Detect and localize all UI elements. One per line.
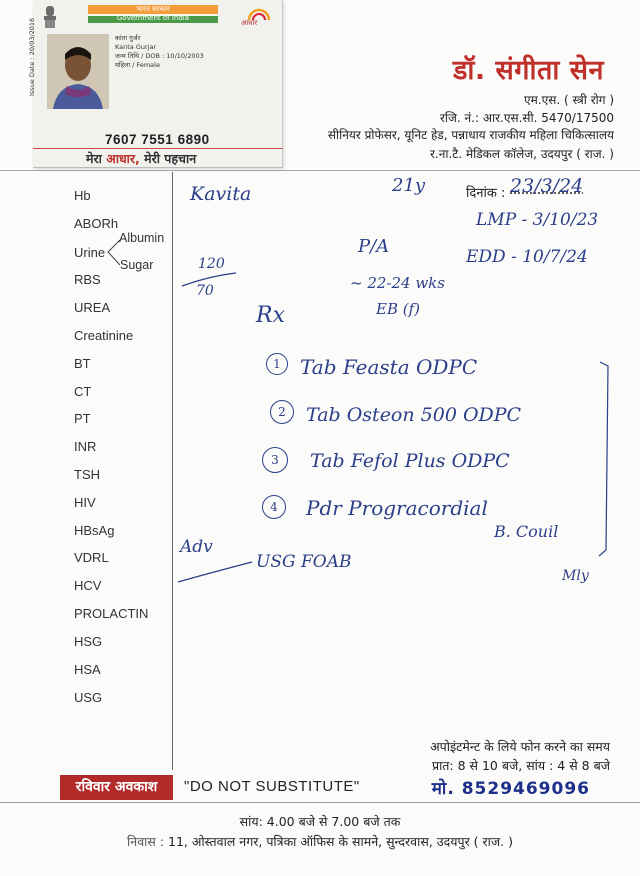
hw-eb: EB (f) — [376, 300, 420, 318]
hw-med1-number: 1 — [266, 353, 288, 375]
test-hiv: HIV — [74, 495, 96, 510]
hw-bracket — [596, 360, 616, 560]
test-ct: CT — [74, 384, 92, 399]
doctor-post: सीनियर प्रोफेसर, यूनिट हेड, पन्नाधाय राजकीय महिला चिकित्सालय — [327, 128, 614, 142]
test-aborh: ABORh — [74, 216, 119, 231]
hw-scan: ~ 22-24 wks — [350, 274, 445, 292]
hw-med3: Tab Fefol Plus ODPC — [310, 450, 510, 472]
residence-address — [0, 833, 640, 850]
header-divider — [0, 170, 640, 171]
tagline-part-1: मेरा — [86, 151, 102, 166]
govt-name-english: Government of India — [116, 14, 190, 22]
emblem-icon — [41, 4, 59, 30]
hw-med1: Tab Feasta ODPC — [300, 355, 478, 379]
hw-age: 21y — [392, 175, 426, 196]
do-not-substitute: "DO NOT SUBSTITUTE" — [184, 778, 360, 795]
holder-name-hindi: कांता गुर्जर — [115, 34, 141, 42]
hw-med2: Tab Osteon 500 ODPC — [306, 404, 522, 426]
issue-date: Issue Date : 20/03/2016 — [28, 17, 36, 96]
govt-banner — [88, 5, 218, 23]
tagline-part-2: मेरी पहचान — [144, 151, 197, 166]
aadhaar-logo-text: आधार — [241, 19, 258, 27]
doctor-name: डॉ. संगीता सेन — [452, 55, 604, 86]
test-sugar: Sugar — [120, 258, 154, 272]
test-creatinine: Creatinine — [74, 328, 134, 343]
test-usg: USG — [74, 690, 103, 705]
test-prolactin: PROLACTIN — [74, 606, 149, 621]
hw-med4-note: B. Couil — [494, 522, 559, 541]
hw-adv-underline — [176, 556, 256, 586]
govt-name-hindi: भारत सरकार — [136, 5, 170, 13]
address-label: निवास : — [127, 834, 165, 849]
sunday-closed-badge: रविवार अवकाश — [60, 775, 173, 800]
hw-patient-name: Kavita — [190, 183, 252, 205]
test-bt: BT — [74, 356, 91, 371]
column-divider — [172, 172, 173, 770]
hw-date: 23/3/24 — [510, 175, 584, 197]
evening-hours: सांय: 4.00 बजे से 7.00 बजे तक — [239, 814, 401, 829]
holder-gender: महिला / Female — [115, 61, 160, 69]
hw-bp-systolic: 120 — [198, 256, 225, 272]
tagline-accent: आधार, — [106, 151, 140, 166]
hw-signature: Mly — [562, 568, 589, 584]
hw-med4: Pdr Progracordial — [306, 496, 488, 520]
aadhaar-tagline — [86, 150, 196, 167]
appointment-info: अपोइंटमेन्ट के लिये फोन करने का समय — [430, 739, 610, 754]
test-hcv: HCV — [74, 578, 102, 593]
doctor-college: र.ना.टै. मेडिकल कॉलेज, उदयपुर ( राज. ) — [429, 147, 614, 161]
test-hsa: HSA — [74, 662, 101, 677]
aadhaar-number: 7607 7551 6890 — [105, 132, 210, 147]
hw-med3-number: 3 — [262, 447, 288, 473]
holder-dob: जन्म तिथि / DOB : 10/10/2003 — [115, 52, 204, 60]
test-rbs: RBS — [74, 272, 101, 287]
hw-edd: EDD - 10/7/24 — [466, 247, 588, 267]
hw-med4-number: 4 — [262, 495, 286, 519]
test-urine: Urine — [74, 245, 106, 260]
holder-photo — [47, 34, 109, 109]
hw-med2-number: 2 — [270, 400, 294, 424]
date-label: दिनांक : — [466, 186, 506, 201]
appointment-hours: प्रात: 8 से 10 बजे, सांय : 4 से 8 बजे — [431, 758, 610, 773]
test-tsh: TSH — [74, 467, 100, 482]
holder-details — [115, 34, 204, 70]
hw-adv: Adv — [180, 537, 213, 557]
test-albumin: Albumin — [119, 231, 165, 245]
hw-pa: P/A — [358, 236, 390, 257]
holder-name-english: Kanta Gurjar — [115, 43, 157, 51]
test-pt: PT — [74, 411, 91, 426]
doctor-registration: रजि. नं.: आर.एस.सी. 5470/17500 — [439, 111, 614, 125]
test-hbsag: HBsAg — [74, 523, 115, 538]
test-urea: UREA — [74, 300, 111, 315]
test-vdrl: VDRL — [74, 550, 109, 565]
test-hb: Hb — [74, 188, 91, 203]
hw-advice: USG FOAB — [256, 552, 352, 572]
hw-bp-diastolic: 70 — [196, 283, 214, 299]
hw-rx: Rx — [256, 303, 285, 328]
mobile-number: मो. 8529469096 — [431, 779, 590, 799]
holder-portrait — [47, 34, 109, 109]
test-hsg: HSG — [74, 634, 103, 649]
footer-divider — [0, 802, 640, 803]
aadhaar-card — [28, 0, 283, 168]
hw-lmp: LMP - 3/10/23 — [476, 210, 599, 230]
doctor-degree: एम.एस. ( स्त्री रोग ) — [524, 93, 614, 107]
test-inr: INR — [74, 439, 97, 454]
address-text: 11, ओस्तवाल नगर, पत्रिका ऑफिस के सामने, सुन्दरवास, उदयपुर ( राज. ) — [168, 834, 513, 849]
